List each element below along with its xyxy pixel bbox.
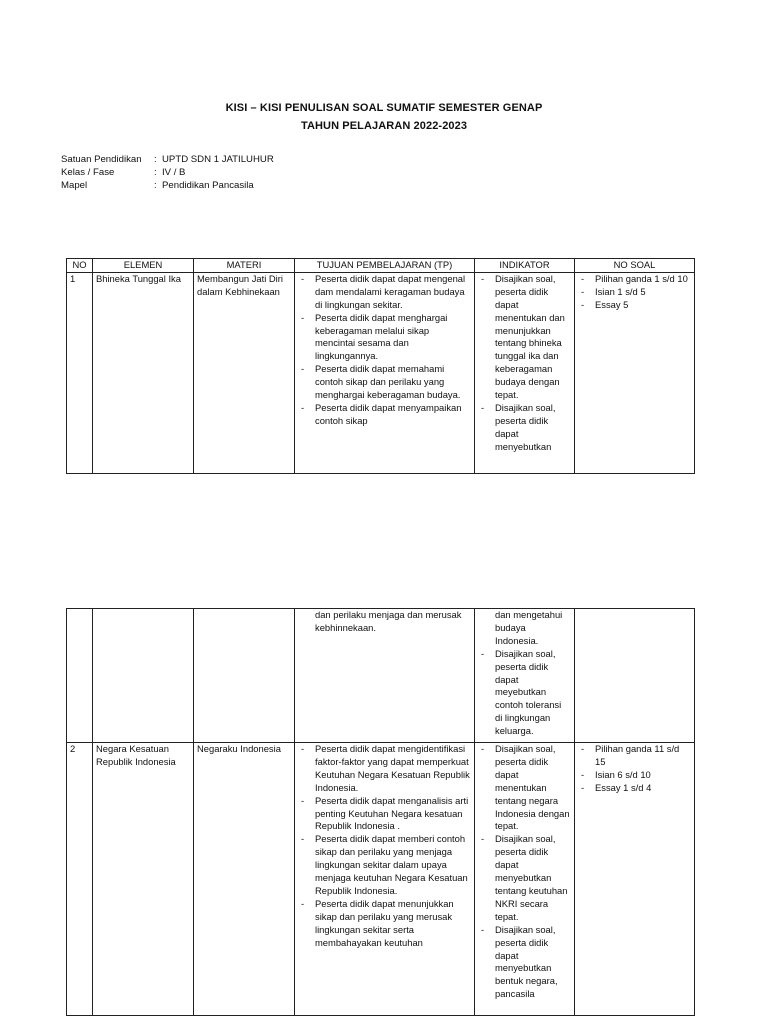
- header-no-soal: NO SOAL: [575, 259, 695, 273]
- no-soal-item: - Pilihan ganda 1 s/d 10: [578, 273, 691, 286]
- cell-indikator: [475, 743, 575, 1016]
- cell-indikator: [475, 272, 575, 473]
- indikator-continuation: dan mengetahui budaya Indonesia.: [495, 609, 563, 646]
- table-row-continuation: [67, 609, 695, 743]
- meta-row-mapel: [61, 179, 274, 192]
- header-tp: TUJUAN PEMBELAJARAN (TP): [295, 259, 475, 273]
- tp-item: - Peserta didik dapat dapat mengenal dam mendalami keragaman budaya di lingkungan sekitar.: [298, 273, 471, 312]
- indikator-item: - Disajikan soal, peserta didik dapat meyebutkan contoh toleransi di lingkungan keluarga.: [478, 648, 571, 738]
- cell-no-soal: [575, 609, 695, 743]
- cell-materi: Membangun Jati Diri dalam Kebhinekaan: [194, 272, 295, 473]
- tp-item: - Peserta didik dapat memberi contoh sikap dan perilaku yang menjaga lingkungan sekitar dalam upaya menjaga keutuhan Negara Kesatuan Republik Indonesia.: [298, 833, 471, 898]
- cell-indikator: [475, 609, 575, 743]
- document-title: KISI – KISI PENULISAN SOAL SUMATIF SEMESTER GENAP: [225, 102, 543, 114]
- indikator-item: - Disajikan soal, peserta didik dapat menentukan tentang negara Indonesia dengan tepat.: [478, 743, 571, 833]
- indikator-item: - Disajikan soal, peserta didik dapat menentukan dan menunjukkan tentang bhineka tunggal ika dan keberagaman budaya dengan tepat.: [478, 273, 571, 402]
- tp-item: - Peserta didik dapat memahami contoh sikap dan perilaku yang menghargai keberagaman budaya.: [298, 363, 471, 402]
- cell-elemen: Bhineka Tunggal Ika: [93, 272, 194, 473]
- header-materi: MATERI: [194, 259, 295, 273]
- table-row: [67, 743, 695, 1016]
- cell-no: 2: [67, 743, 93, 1016]
- no-soal-item: - Isian 6 s/d 10: [578, 769, 691, 782]
- cell-tp: [295, 743, 475, 1016]
- tp-item: - Peserta didik dapat mengidentifikasi faktor-faktor yang dapat memperkuat Keutuhan Negara Kesatuan Republik Indonesia.: [298, 743, 471, 795]
- meta-separator: :: [154, 154, 157, 165]
- meta-value: IV / B: [162, 167, 186, 178]
- indikator-item: - Disajikan soal, peserta didik dapat menyebutkan: [478, 402, 571, 454]
- meta-row-satuan: [61, 153, 274, 166]
- header-indikator: INDIKATOR: [475, 259, 575, 273]
- meta-label: Mapel: [61, 180, 88, 191]
- meta-value: Pendidikan Pancasila: [162, 180, 254, 191]
- cell-elemen: Negara Kesatuan Republik Indonesia: [93, 743, 194, 1016]
- cell-materi: Negaraku Indonesia: [194, 743, 295, 1016]
- kisi-table-page2: [66, 608, 695, 1016]
- meta-value: UPTD SDN 1 JATILUHUR: [162, 154, 274, 165]
- table-header-row: [67, 259, 695, 273]
- tp-continuation: dan perilaku menjaga dan merusak kebhinnekaan.: [315, 609, 462, 633]
- cell-no-soal: [575, 272, 695, 473]
- meta-label: Satuan Pendidikan: [61, 154, 142, 165]
- meta-label: Kelas / Fase: [61, 167, 115, 178]
- cell-no: 1: [67, 272, 93, 473]
- tp-item: - Peserta didik dapat menunjukkan sikap dan perilaku yang merusak lingkungan sekitar serta membahayakan keutuhan: [298, 898, 471, 950]
- tp-item: - Peserta didik dapat menyampaikan contoh sikap: [298, 402, 471, 428]
- meta-row-kelas: [61, 166, 274, 179]
- cell-materi: [194, 609, 295, 743]
- meta-separator: :: [154, 167, 157, 178]
- cell-tp: [295, 272, 475, 473]
- cell-no-soal: [575, 743, 695, 1016]
- cell-tp: [295, 609, 475, 743]
- no-soal-item: - Essay 5: [578, 299, 691, 312]
- table-row: [67, 272, 695, 473]
- cell-elemen: [93, 609, 194, 743]
- header-no: NO: [67, 259, 93, 273]
- no-soal-item: - Isian 1 s/d 5: [578, 286, 691, 299]
- tp-item: - Peserta didik dapat menganalisis arti penting Keutuhan Negara kesatuan Republik Indonesia .: [298, 795, 471, 834]
- indikator-item: - Disajikan soal, peserta didik dapat menyebutkan tentang keutuhan NKRI secara tepat.: [478, 833, 571, 923]
- cell-no: [67, 609, 93, 743]
- header-elemen: ELEMEN: [93, 259, 194, 273]
- identity-block: [61, 153, 274, 192]
- no-soal-item: - Essay 1 s/d 4: [578, 782, 691, 795]
- tp-item: - Peserta didik dapat menghargai keberagaman melalui sikap mencintai sesama dan lingkungannya.: [298, 312, 471, 364]
- indikator-item: - Disajikan soal, peserta didik dapat menyebutkan bentuk negara, pancasila: [478, 924, 571, 1001]
- meta-separator: :: [154, 180, 157, 191]
- kisi-table-page1: [66, 258, 695, 474]
- document-subtitle: TAHUN PELAJARAN 2022-2023: [300, 120, 468, 132]
- no-soal-item: - Pilihan ganda 11 s/d 15: [578, 743, 691, 769]
